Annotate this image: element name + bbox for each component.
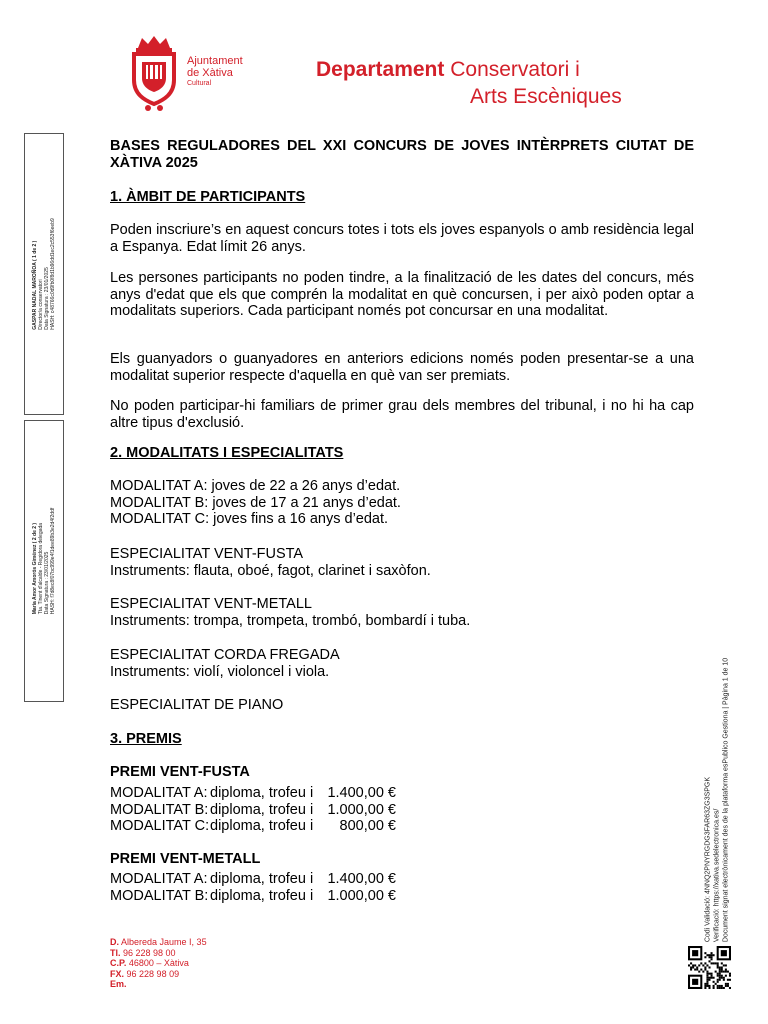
- prize-2-row-1-mod: MODALITAT A:: [110, 871, 208, 887]
- validation-verify-url[interactable]: Verificació: https://xativa.sedelectronica.es/: [713, 808, 721, 943]
- prize-2-row-2-amount: 1.000,00 €: [327, 887, 396, 904]
- department-title: [316, 57, 580, 83]
- signature-box-1: [24, 133, 64, 415]
- prize-2-title: PREMI VENT-METALL: [110, 851, 261, 867]
- signature-2-hash: HASH: f7d8ec8f07bc999e4f1dee89b3e2d4f2ddf: [50, 507, 56, 615]
- signature-box-2: [24, 420, 64, 702]
- footer-postcode-label: C.P.: [110, 958, 127, 968]
- footer-email-label: Em.: [110, 979, 127, 989]
- footer-phone: [110, 948, 207, 959]
- especialitat-vent-fusta: [110, 546, 694, 579]
- signature-2-text: [32, 508, 56, 614]
- especialitat-1-title: ESPECIALITAT VENT-FUSTA: [110, 546, 304, 562]
- especialitat-2-instruments: Instruments: trompa, trompeta, trombó, bombardí i tuba.: [110, 612, 471, 629]
- footer-email: [110, 979, 207, 990]
- modalitat-b: MODALITAT B: joves de 17 a 21 anys d’edat.: [110, 494, 401, 511]
- prize-1-row-1-amount: 1.400,00 €: [327, 785, 396, 801]
- prize-1-row-3-amount: 800,00 €: [339, 818, 396, 834]
- section-3-heading: 3. PREMIS: [110, 731, 182, 747]
- especialitat-3-title: ESPECIALITAT CORDA FREGADA: [110, 647, 340, 663]
- footer-fax-label: FX.: [110, 968, 125, 979]
- prize-2-row-2-mod: MODALITAT B:: [110, 887, 209, 904]
- footer-contact: [110, 937, 207, 990]
- especialitat-3-instruments: Instruments: violí, violoncel i viola.: [110, 663, 330, 680]
- prize-1-row-2-desc: diploma, trofeu i: [210, 801, 314, 818]
- ajuntament-xativa-crest-icon: [124, 34, 184, 114]
- signature-2-name: María Amor Amorós Giménez ( 2 de 2 ): [32, 522, 38, 615]
- footer-address-label: D.: [110, 937, 119, 947]
- logo-wordmark: [187, 55, 243, 88]
- prize-1-title: PREMI VENT-FUSTA: [110, 764, 250, 780]
- footer-phone-value: 96 228 98 00: [123, 947, 176, 958]
- prize-1-row-2-amount: 1.000,00 €: [327, 801, 396, 818]
- prize-1-table: [110, 785, 694, 835]
- modalitats-list: [110, 478, 694, 528]
- especialitat-2-title: ESPECIALITAT VENT-METALL: [110, 596, 312, 612]
- section-1-heading: 1. ÀMBIT DE PARTICIPANTS: [110, 189, 306, 205]
- footer-fax: [110, 969, 207, 980]
- qr-code-icon: [688, 946, 731, 989]
- signature-2-date: Data Signatura : 23/01/2025: [44, 551, 50, 615]
- department-title-line-2: Arts Escèniques: [470, 85, 622, 108]
- section-2-heading: 2. MODALITATS I ESPECIALITATS: [110, 445, 344, 461]
- prize-1-row-1-mod: MODALITAT A:: [110, 785, 208, 801]
- modalitat-a: MODALITAT A: joves de 22 a 26 anys d’edat.: [110, 478, 401, 494]
- section-1-paragraph-4: No poden participar-hi familiars de primer grau dels membres del tribunal, i no hi ha cap altre tipus d'exclusió.: [110, 398, 694, 431]
- section-1-paragraph-2: Les persones participants no poden tindre, a la finalització de les dates del concurs, més anys d'edat que els que comprén la modalitat en què concursen, i per això poden optar a modalitats superiors. Cada participant només pot concursar en una modalitat.: [110, 270, 694, 319]
- modalitat-c: MODALITAT C: joves fins a 16 anys d’edat.: [110, 511, 389, 527]
- footer-postcode: [110, 958, 207, 969]
- prize-1-row-2-mod: MODALITAT B:: [110, 801, 209, 818]
- logo-line-2: de Xàtiva: [187, 67, 233, 79]
- prize-2-row-1-amount: 1.400,00 €: [327, 871, 396, 887]
- especialitat-vent-metall: [110, 596, 694, 629]
- section-1-paragraph-1: Poden inscriure’s en aquest concurs totes i tots els joves espanyols o amb residència legal a Espanya. Edat límit 26 anys.: [110, 222, 694, 255]
- prize-2-row-2-desc: diploma, trofeu i: [210, 887, 314, 904]
- signature-2-role: Tta. Tinent d'alcalde - Regidora delegada: [38, 522, 44, 615]
- section-1-paragraph-3: Els guanyadors o guanyadores en anteriors edicions només poden presentar-se a una modalitat superior respecte d'aquella en què van ser premiats.: [110, 351, 694, 384]
- department-bold: Departament: [316, 58, 445, 81]
- document-title: BASES REGULADORES DEL XXI CONCURS DE JOVES INTÈRPRETS CIUTAT DE XÀTIVA 2025: [110, 138, 694, 171]
- especialitat-1-instruments: Instruments: flauta, oboé, fagot, clarinet i saxòfon.: [110, 562, 431, 579]
- especialitat-corda-fregada: [110, 647, 694, 680]
- logo-line-3: Cultural: [187, 80, 212, 87]
- prize-1-row-3-mod: MODALITAT C:: [110, 818, 210, 834]
- validation-code: Codi Validació: 4NNQ2PNYRGDG3FAR63ZG3SPGK: [704, 776, 712, 943]
- prize-2-row-1-desc: diploma, trofeu i: [210, 871, 314, 887]
- especialitat-piano: ESPECIALITAT DE PIANO: [110, 697, 284, 713]
- footer-postcode-value: 46800 – Xàtiva: [128, 958, 189, 968]
- prize-1-row-1-desc: diploma, trofeu i: [210, 785, 314, 801]
- signature-1-hash: HASH: c48766c0d9fb0f8d1b96dd1ec2c553f6eeb9: [50, 218, 56, 330]
- department-rest-1: Conservatori i: [450, 58, 580, 81]
- validation-strip: [704, 658, 731, 942]
- footer-phone-label: Tl.: [110, 947, 121, 958]
- prize-2-table: [110, 871, 694, 904]
- signature-1-role: Director/a conservatori: [38, 279, 44, 330]
- footer-address-value: Albereda Jaume I, 35: [121, 937, 207, 947]
- footer-fax-value: 96 228 98 09: [126, 968, 180, 979]
- prize-1-row-3-desc: diploma, trofeu i: [210, 818, 314, 834]
- signature-1-date: Data Signatura : 23/01/2025: [44, 267, 50, 330]
- footer-address: [110, 937, 207, 948]
- signature-1-name: GASPAR NADAL MAROÑOA ( 1 de 2 ): [32, 240, 38, 330]
- validation-doc-note: Document signat electrònicament des de la plataforma esPublico Gestiona | Pàgina 1 de 10: [722, 657, 730, 943]
- signature-1-text: [32, 218, 56, 329]
- logo-line-1: Ajuntament: [187, 55, 243, 67]
